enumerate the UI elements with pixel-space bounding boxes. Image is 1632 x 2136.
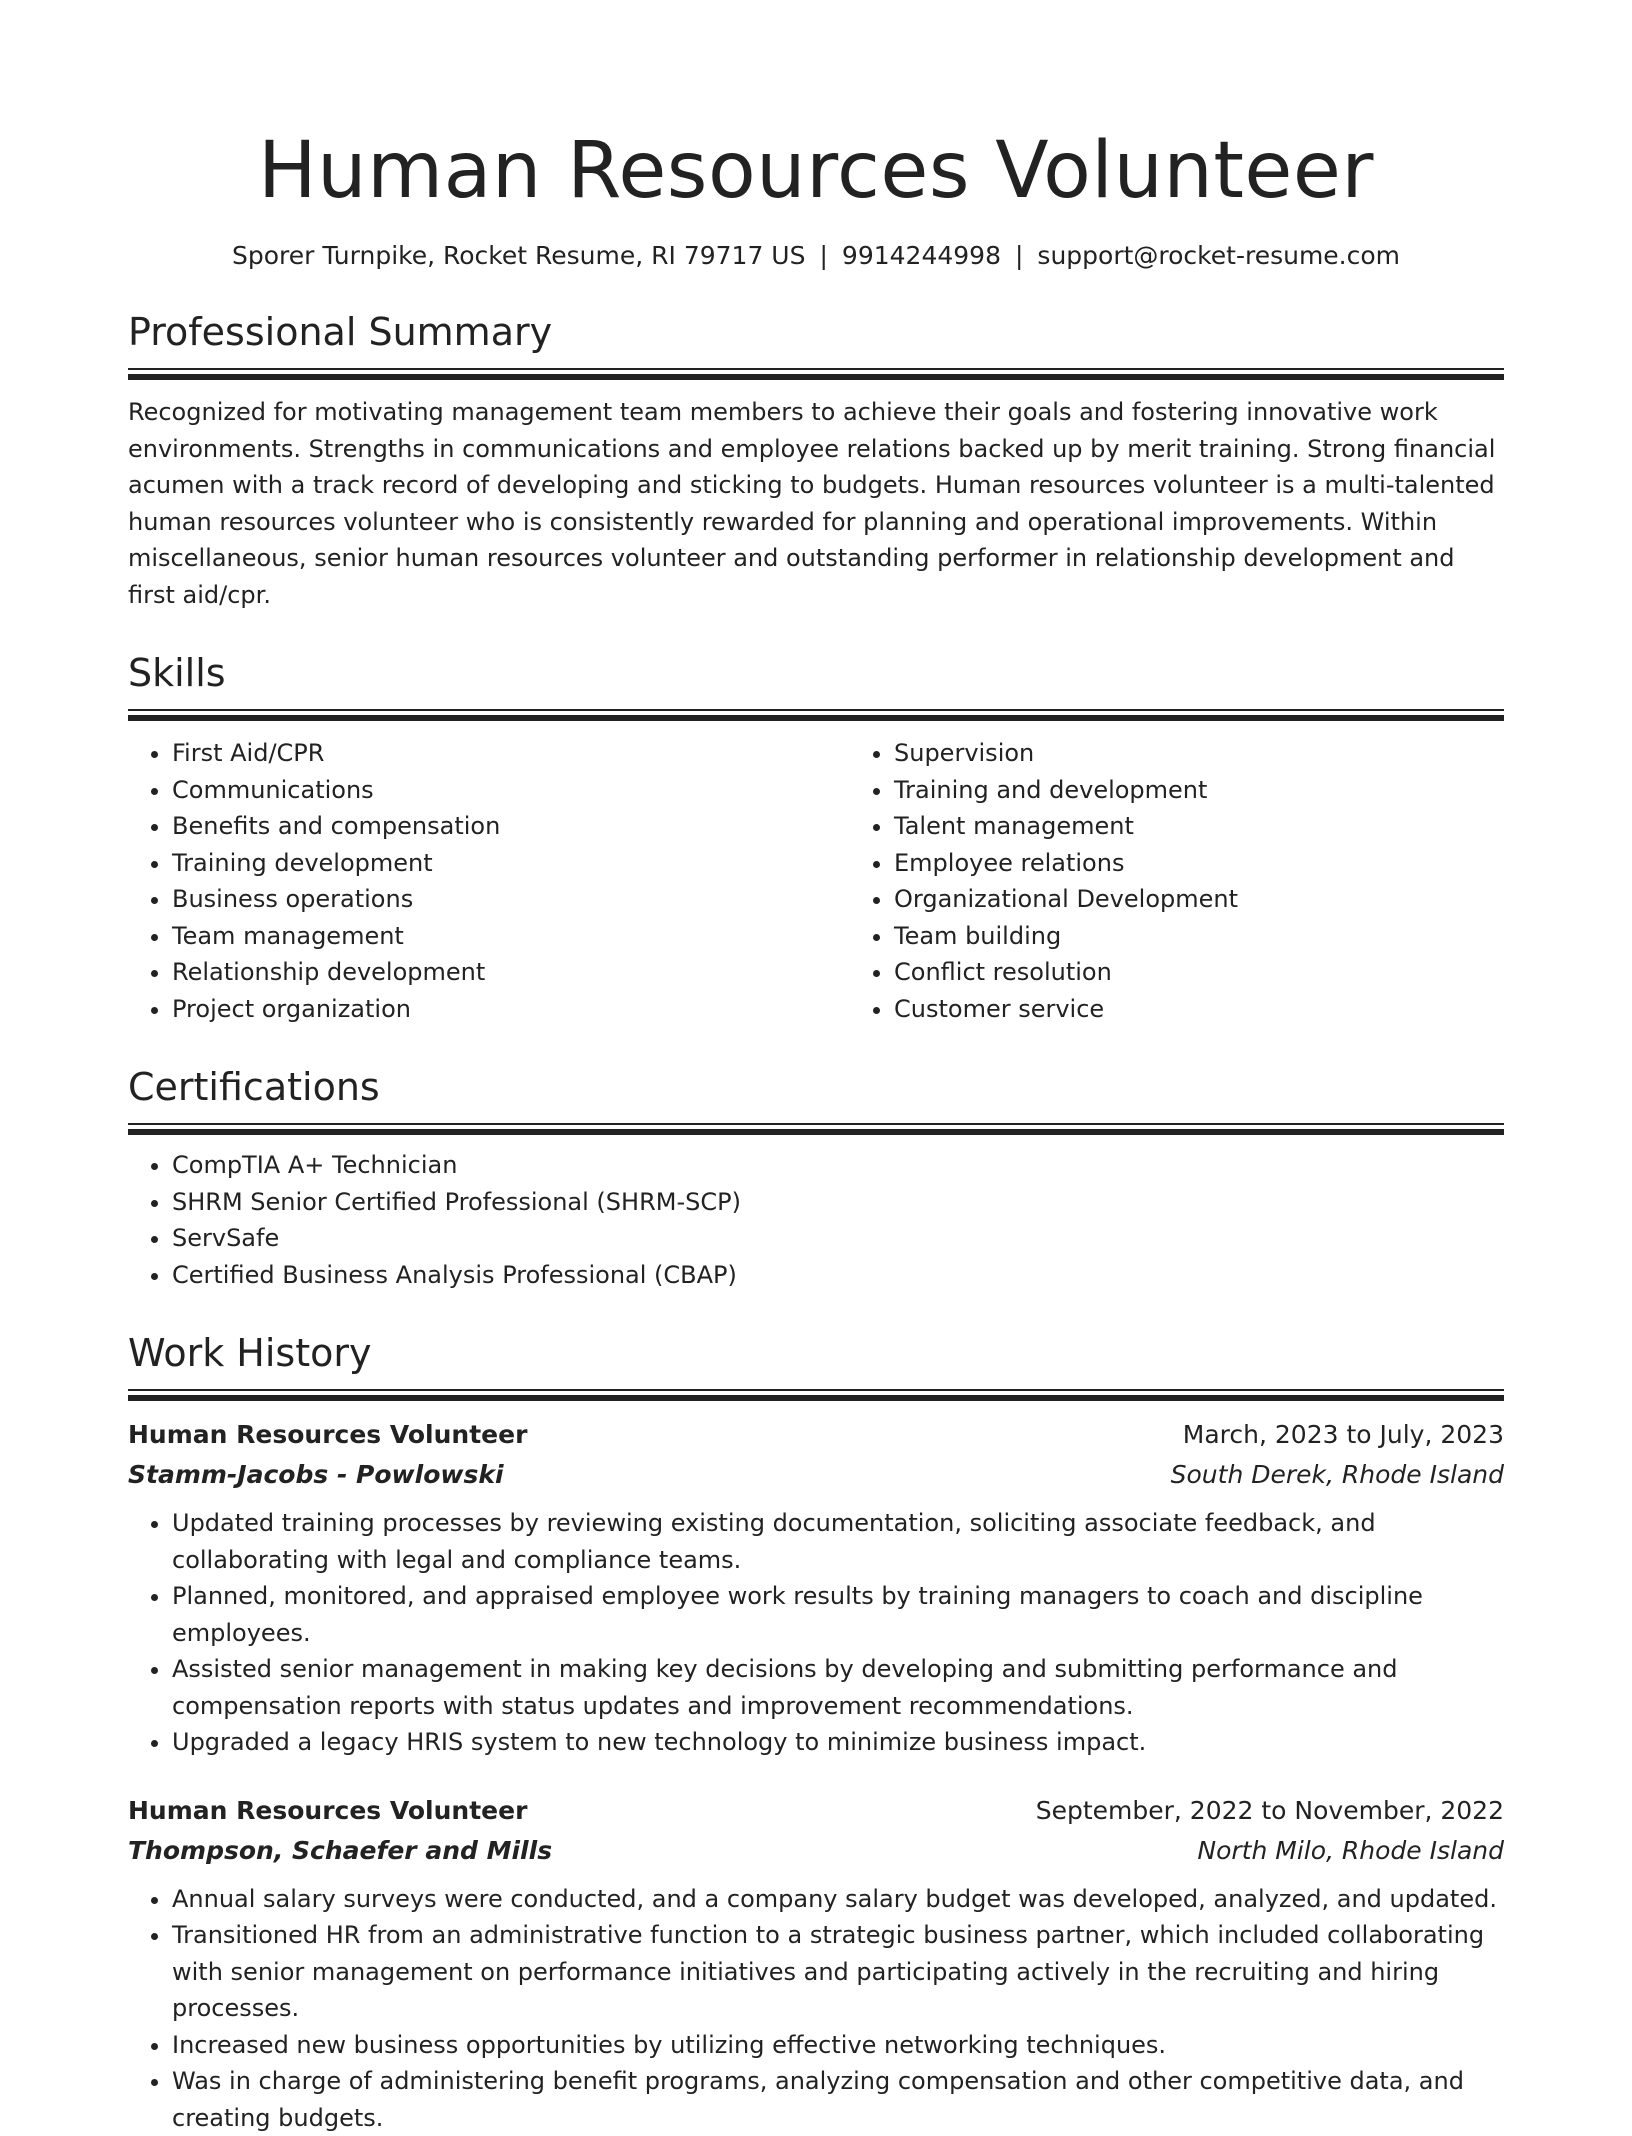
contact-line	[128, 240, 1504, 272]
job-company: Stamm-Jacobs - Powlowski	[128, 1455, 504, 1495]
skill-item: • Organizational Development	[894, 881, 1238, 918]
job-bullet: • Planned, monitored, and appraised employee work results by training managers to coach and discipline employees.	[172, 1578, 1504, 1651]
skill-item: • Relationship development	[172, 954, 850, 991]
section-divider	[128, 368, 1504, 380]
certifications-list	[128, 1147, 1504, 1293]
certification-item: • ServSafe	[172, 1220, 1504, 1257]
skill-item: • Customer service	[894, 991, 1238, 1028]
certifications-heading: Certifications	[128, 1063, 1504, 1111]
certifications-section-header	[128, 1063, 1504, 1135]
job-bullet: • Assisted senior management in making key decisions by developing and submitting performance and compensation reports with status updates and improvement recommendations.	[172, 1651, 1504, 1724]
job-header-row	[128, 1791, 1504, 1831]
skill-item: • Training and development	[894, 772, 1238, 809]
work-section-header	[128, 1329, 1504, 1401]
contact-phone: 9914244998	[842, 241, 1001, 270]
job-company: Thompson, Schaefer and Mills	[128, 1831, 552, 1871]
skill-item: • Supervision	[894, 735, 1238, 772]
skills-section-header	[128, 649, 1504, 721]
skill-item: • Employee relations	[894, 845, 1238, 882]
section-divider	[128, 1389, 1504, 1401]
skill-item: • Business operations	[172, 881, 850, 918]
job-bullet: • Upgraded a legacy HRIS system to new technology to minimize business impact.	[172, 1724, 1504, 1761]
job-bullet: • Updated training processes by reviewing existing documentation, soliciting associate feedback, and collaborating with legal and compliance teams.	[172, 1505, 1504, 1578]
job-title: Human Resources Volunteer	[128, 1415, 527, 1455]
skill-item: • Conflict resolution	[894, 954, 1238, 991]
contact-email: support@rocket-resume.com	[1037, 241, 1400, 270]
certification-item: • SHRM Senior Certified Professional (SHRM-SCP)	[172, 1184, 1504, 1221]
certification-item: • CompTIA A+ Technician	[172, 1147, 1504, 1184]
skill-item: • Benefits and compensation	[172, 808, 850, 845]
job-bullet: • Annual salary surveys were conducted, and a company salary budget was developed, analyzed, and updated.	[172, 1881, 1504, 1918]
work-heading: Work History	[128, 1329, 1504, 1377]
job-bullet: • Increased new business opportunities by utilizing effective networking techniques.	[172, 2027, 1504, 2064]
contact-address: Sporer Turnpike, Rocket Resume, RI 79717 US	[232, 241, 806, 270]
skill-item: • Communications	[172, 772, 850, 809]
job-location: North Milo, Rhode Island	[1197, 1831, 1504, 1871]
skills-heading: Skills	[128, 649, 1504, 697]
skill-item: • Team management	[172, 918, 850, 955]
job-bullet: • Transitioned HR from an administrative function to a strategic business partner, which included collaborating with senior management on performance initiatives and participating actively in the recruiting and hiring processes.	[172, 1917, 1504, 2027]
contact-separator: |	[805, 240, 841, 272]
summary-heading: Professional Summary	[128, 308, 1504, 356]
job-entry	[128, 1791, 1504, 2136]
certification-item: • Certified Business Analysis Professional (CBAP)	[172, 1257, 1504, 1294]
skill-item: • Project organization	[172, 991, 850, 1028]
job-bullets	[128, 1881, 1504, 2136]
job-entry	[128, 1415, 1504, 1761]
section-divider	[128, 709, 1504, 721]
job-company-row	[128, 1831, 1504, 1871]
skill-item: • Team building	[894, 918, 1238, 955]
skill-item: • Training development	[172, 845, 850, 882]
contact-separator: |	[1001, 240, 1037, 272]
skills-columns	[128, 735, 1504, 1027]
job-header-row	[128, 1415, 1504, 1455]
job-title: Human Resources Volunteer	[128, 1791, 527, 1831]
skill-item: • First Aid/CPR	[172, 735, 850, 772]
summary-text: Recognized for motivating management team members to achieve their goals and fostering innovative work environments. Strengths in communications and employee relations backed up by merit training. Strong financial acumen with a track record of developing and sticking to budgets. Human resources volunteer is a multi-talented human resources volunteer who is consistently rewarded for planning and operational improvements. Within miscellaneous, senior human resources volunteer and outstanding performer in relationship development and first aid/cpr.	[128, 394, 1504, 613]
skills-list-right	[850, 735, 1238, 1027]
job-bullets	[128, 1505, 1504, 1761]
skill-item: • Talent management	[894, 808, 1238, 845]
job-location: South Derek, Rhode Island	[1171, 1455, 1504, 1495]
job-company-row	[128, 1455, 1504, 1495]
job-bullet: • Was in charge of administering benefit programs, analyzing compensation and other competitive data, and creating budgets.	[172, 2063, 1504, 2136]
summary-section-header	[128, 308, 1504, 380]
resume-title: Human Resources Volunteer	[128, 0, 1504, 218]
skills-list-left	[128, 735, 850, 1027]
job-dates: September, 2022 to November, 2022	[1036, 1791, 1504, 1831]
job-dates: March, 2023 to July, 2023	[1183, 1415, 1504, 1455]
section-divider	[128, 1123, 1504, 1135]
